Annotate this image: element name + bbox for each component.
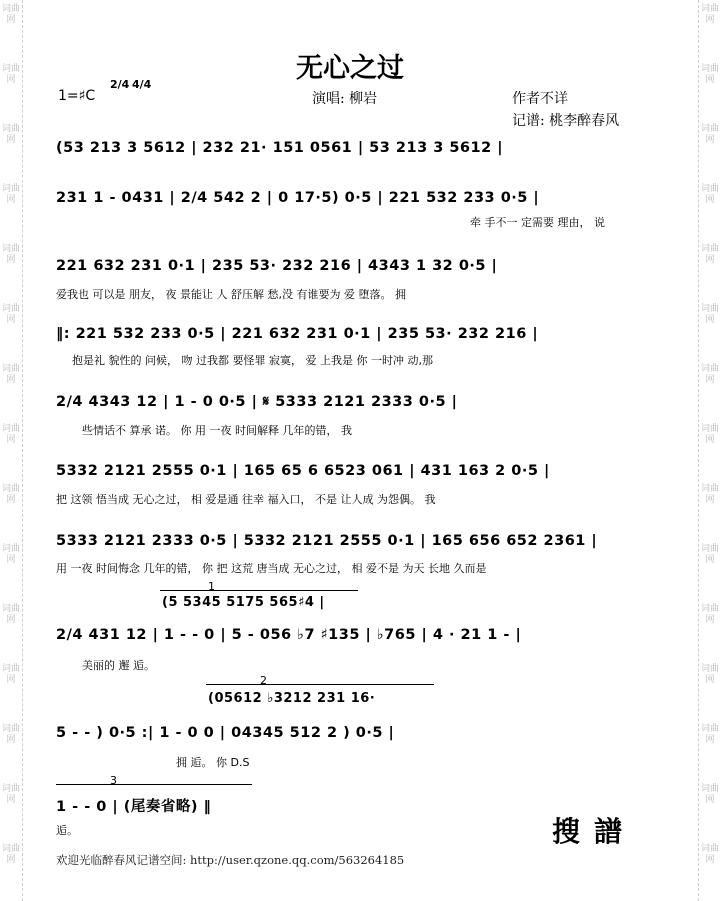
volta-3-line bbox=[56, 784, 252, 785]
footer-link-text: 欢迎光临醉春风记谱空间: http://user.qzone.qq.com/563264185 bbox=[56, 853, 405, 867]
watermark-left-8: 词曲网 bbox=[1, 424, 20, 445]
watermark-left-15: 词曲网 bbox=[1, 844, 20, 865]
watermark-left-6: 词曲网 bbox=[1, 304, 20, 325]
lyric-line-9: 逅。 bbox=[56, 824, 78, 837]
watermark-left-2: 词曲网 bbox=[1, 64, 20, 85]
lyric-line-2: 爱我也 可以是 朋友， 夜 景能让 人 舒压解 愁,没 有谁要为 爱 堕落。 拥 bbox=[56, 288, 406, 301]
watermark-right-14: 词曲网 bbox=[700, 784, 719, 805]
watermark-left-13: 词曲网 bbox=[1, 724, 20, 745]
volta-1-line bbox=[160, 590, 358, 591]
watermark-left-5: 词曲网 bbox=[1, 244, 20, 265]
lyric-line-7: 美丽的 邂 逅。 bbox=[82, 659, 155, 672]
volta-1-label: 1 bbox=[208, 580, 215, 593]
bracket-phrase-2: (05612 ♭3212 231 16· bbox=[208, 691, 376, 706]
watermark-right-8: 词曲网 bbox=[700, 424, 719, 445]
staff-line-5: 2/4 4343 12 | 1 - 0 0·5 | 𝄋 5333 2121 2333 0·5 | bbox=[56, 394, 458, 410]
volta-2-label: 2 bbox=[260, 674, 267, 687]
watermark-left-4: 词曲网 bbox=[1, 184, 20, 205]
watermark-right-4: 词曲网 bbox=[700, 184, 719, 205]
staff-line-3: 221 632 231 0·1 | 235 53· 232 216 | 4343 1 32 0·5 | bbox=[56, 258, 498, 274]
watermark-right-15: 词曲网 bbox=[700, 844, 719, 865]
watermark-right-13: 词曲网 bbox=[700, 724, 719, 745]
composer-credit: 作者不详 bbox=[512, 91, 568, 107]
staff-line-2: 231 1 - 0431 | 2/4 542 2 | 0 17·5) 0·5 | 221 532 233 0·5 | bbox=[56, 190, 540, 206]
staff-line-4: ‖: 221 532 233 0·5 | 221 632 231 0·1 | 235 53· 232 216 | bbox=[56, 326, 539, 342]
watermark-left-7: 词曲网 bbox=[1, 364, 20, 385]
volta-2-line bbox=[206, 684, 434, 685]
watermark-right-5: 词曲网 bbox=[700, 244, 719, 265]
time-signature-2-4: 2/4 bbox=[110, 78, 130, 91]
staff-line-7: 5333 2121 2333 0·5 | 5332 2121 2555 0·1 | 165 656 652 2361 | bbox=[56, 533, 598, 549]
watermark-left-10: 词曲网 bbox=[1, 544, 20, 565]
watermark-right-9: 词曲网 bbox=[700, 484, 719, 505]
watermark-left-9: 词曲网 bbox=[1, 484, 20, 505]
staff-line-10: 1 - - 0 | (尾奏省略) ‖ bbox=[56, 799, 212, 815]
lyric-line-3: 抱是礼 貌性的 问候， 吻 过我都 要怪罪 寂寞， 爱 上我是 你 一时冲 动,那 bbox=[72, 354, 433, 367]
watermark-right-7: 词曲网 bbox=[700, 364, 719, 385]
watermark-right-6: 词曲网 bbox=[700, 304, 719, 325]
staff-line-6: 5332 2121 2555 0·1 | 165 65 6 6523 061 | 431 163 2 0·5 | bbox=[56, 463, 550, 479]
lyric-line-4: 些情话不 算承 诺。 你 用 一夜 时间解释 几年的错， 我 bbox=[82, 424, 352, 437]
lyric-line-8: 拥 逅。 你 D.S bbox=[176, 756, 250, 769]
watermark-right-1: 词曲网 bbox=[700, 4, 719, 25]
key-signature: 1=♯C bbox=[58, 88, 96, 104]
song-title: 无心之过 bbox=[296, 53, 404, 84]
watermark-right-2: 词曲网 bbox=[700, 64, 719, 85]
watermark-left-11: 词曲网 bbox=[1, 604, 20, 625]
lyric-line-6: 用 一夜 时间悔念 几年的错， 你 把 这荒 唐当成 无心之过， 相 爱不是 为天 长地 久而是 bbox=[56, 562, 487, 575]
bracket-phrase-1: (5 5345 5175 565♯4 | bbox=[162, 595, 325, 610]
watermark-right-12: 词曲网 bbox=[700, 664, 719, 685]
watermark-left-14: 词曲网 bbox=[1, 784, 20, 805]
watermark-left-12: 词曲网 bbox=[1, 664, 20, 685]
staff-line-9: 5 - - ) 0·5 :| 1 - 0 0 | 04345 512 2 ) 0·5 | bbox=[56, 725, 395, 741]
volta-3-label: 3 bbox=[110, 774, 117, 787]
staff-line-1: (53 213 3 5612 | 232 21· 151 0561 | 53 213 3 5612 | bbox=[56, 140, 504, 156]
watermark-left-1: 词曲网 bbox=[1, 4, 20, 25]
transcriber-credit: 记谱: 桃李醉春风 bbox=[512, 113, 620, 129]
soupu-logo: 搜譜 bbox=[552, 815, 637, 848]
staff-line-8: 2/4 431 12 | 1 - - 0 | 5 - 056 ♭7 ♯135 | ♭765 | 4 · 21 1 - | bbox=[56, 627, 522, 643]
time-signature-4-4: 4/4 bbox=[132, 78, 152, 91]
watermark-right-11: 词曲网 bbox=[700, 604, 719, 625]
watermark-right-10: 词曲网 bbox=[700, 544, 719, 565]
singer-credit: 演唱: 柳岩 bbox=[312, 91, 378, 107]
lyric-line-1: 牵 手不一 定需要 理由， 说 bbox=[470, 216, 605, 229]
lyric-line-5: 把 这领 悟当成 无心之过， 相 爱是通 往幸 福入口， 不是 让人成 为怨偶。 我 bbox=[56, 493, 436, 506]
watermark-right-3: 词曲网 bbox=[700, 124, 719, 145]
watermark-left-3: 词曲网 bbox=[1, 124, 20, 145]
